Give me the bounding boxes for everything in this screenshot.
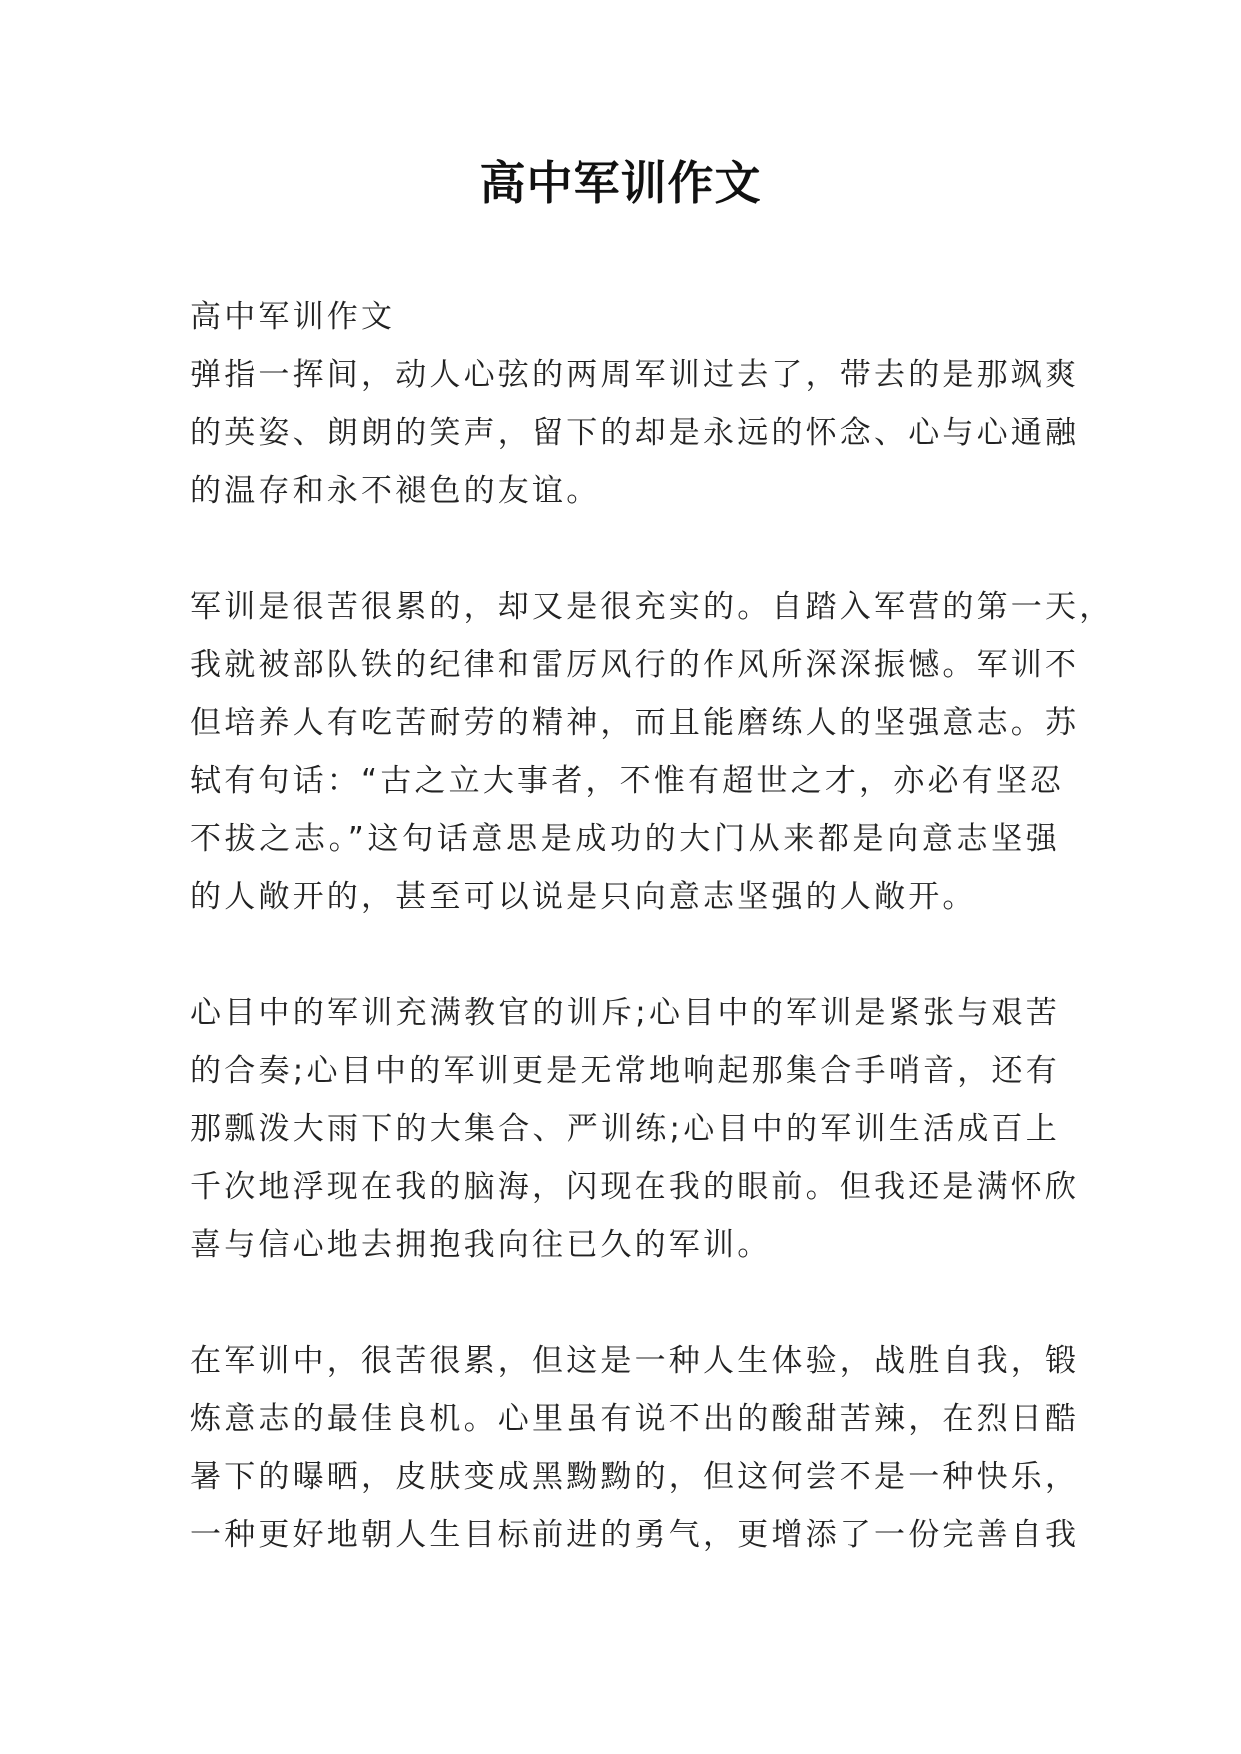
document-body xyxy=(190,288,1114,1564)
paragraph-line: 的温存和永不褪色的友谊。 xyxy=(190,473,601,509)
document-title: 高中军训作文 xyxy=(479,156,762,210)
paragraph-line: 不拔之志。”这句话意思是成功的大门从来都是向意志坚强 xyxy=(190,821,1060,857)
paragraph-line: 轼有句话：“古之立大事者，不惟有超世之才，亦必有坚忍 xyxy=(190,763,1065,799)
paragraph-line: 的人敞开的，甚至可以说是只向意志坚强的人敞开。 xyxy=(190,879,977,915)
paragraph-line: 喜与信心地去拥抱我向往已久的军训。 xyxy=(190,1227,772,1263)
paragraph-line: 炼意志的最佳良机。心里虽有说不出的酸甜苦辣，在烈日酷 xyxy=(190,1401,1080,1437)
document-subtitle: 高中军训作文 xyxy=(190,299,396,335)
paragraph-line: 千次地浮现在我的脑海，闪现在我的眼前。但我还是满怀欣 xyxy=(190,1169,1080,1205)
paragraph-4 xyxy=(190,1332,1080,1564)
paragraph-2 xyxy=(190,578,1114,926)
paragraph-line: 的英姿、朗朗的笑声，留下的却是永远的怀念、心与心通融 xyxy=(190,415,1080,451)
paragraph-3 xyxy=(190,984,1080,1274)
paragraph-line: 暑下的曝晒，皮肤变成黑黝黝的，但这何尝不是一种快乐， xyxy=(190,1459,1080,1495)
paragraph-line: 一种更好地朝人生目标前进的勇气，更增添了一份完善自我 xyxy=(190,1517,1080,1553)
paragraph-line: 我就被部队铁的纪律和雷厉风行的作风所深深振憾。军训不 xyxy=(190,647,1080,683)
paragraph-1 xyxy=(190,346,1080,520)
paragraph-line: 但培养人有吃苦耐劳的精神，而且能磨练人的坚强意志。苏 xyxy=(190,705,1080,741)
paragraph-line: 弹指一挥间，动人心弦的两周军训过去了，带去的是那飒爽 xyxy=(190,357,1080,393)
paragraph-line: 那瓢泼大雨下的大集合、严训练;心目中的军训生活成百上 xyxy=(190,1111,1060,1147)
paragraph-line: 在军训中，很苦很累，但这是一种人生体验，战胜自我，锻 xyxy=(190,1343,1080,1379)
paragraph-line: 军训是很苦很累的，却又是很充实的。自踏入军营的第一天， xyxy=(190,589,1114,625)
paragraph-line: 的合奏;心目中的军训更是无常地响起那集合手哨音，还有 xyxy=(190,1053,1060,1089)
paragraph-line: 心目中的军训充满教官的训斥;心目中的军训是紧张与艰苦 xyxy=(190,995,1060,1031)
